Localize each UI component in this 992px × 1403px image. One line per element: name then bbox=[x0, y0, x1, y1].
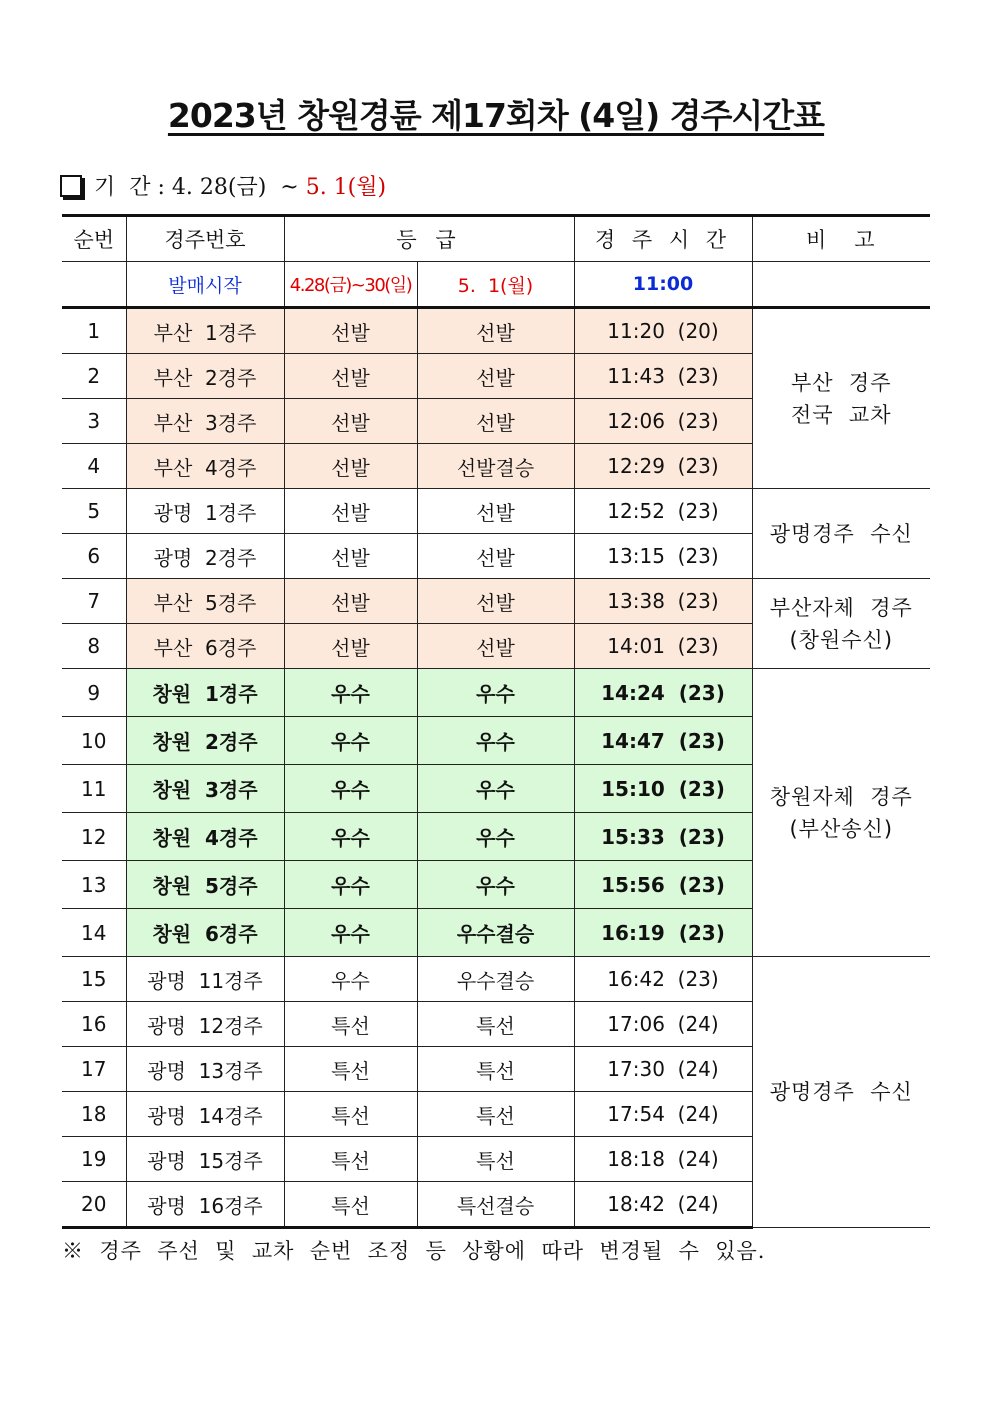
race-time-cell: 12:06 (23) bbox=[574, 399, 752, 444]
row-order: 10 bbox=[62, 717, 126, 765]
note-gwangmyeong-receive-1 bbox=[752, 489, 930, 579]
sale-start-time: 11:00 bbox=[574, 262, 752, 308]
grade-day2-cell: 선발 bbox=[417, 579, 574, 624]
grade-day2-cell: 우수 bbox=[417, 669, 574, 717]
grade-day2-cell: 선발 bbox=[417, 354, 574, 399]
grade-day1-cell: 선발 bbox=[284, 534, 417, 579]
race-schedule-table bbox=[62, 214, 930, 1229]
row-order: 11 bbox=[62, 765, 126, 813]
grade-day1-cell: 선발 bbox=[284, 579, 417, 624]
race-number-cell: 부산 1경주 bbox=[126, 308, 284, 354]
period-line bbox=[60, 170, 386, 201]
row-order: 13 bbox=[62, 861, 126, 909]
grade-day2-cell: 선발 bbox=[417, 399, 574, 444]
grade-day1-cell: 우수 bbox=[284, 909, 417, 957]
row-order: 17 bbox=[62, 1047, 126, 1092]
race-time-cell: 17:06 (24) bbox=[574, 1002, 752, 1047]
row-order: 19 bbox=[62, 1137, 126, 1182]
race-number-cell: 부산 2경주 bbox=[126, 354, 284, 399]
grade-day2-cell: 선발 bbox=[417, 624, 574, 669]
race-time-cell: 13:38 (23) bbox=[574, 579, 752, 624]
race-time-cell: 15:56 (23) bbox=[574, 861, 752, 909]
grade-day1-cell: 우수 bbox=[284, 957, 417, 1002]
race-number-cell: 광명 1경주 bbox=[126, 489, 284, 534]
grade-day2-cell: 선발 bbox=[417, 308, 574, 354]
race-time-cell: 14:01 (23) bbox=[574, 624, 752, 669]
note-line: 광명경주 수신 bbox=[769, 1080, 913, 1104]
row-order: 5 bbox=[62, 489, 126, 534]
row-order: 18 bbox=[62, 1092, 126, 1137]
race-time-cell: 11:43 (23) bbox=[574, 354, 752, 399]
grade-day1-cell: 선발 bbox=[284, 354, 417, 399]
note-line: (부산송신) bbox=[789, 816, 894, 841]
race-time-cell: 17:54 (24) bbox=[574, 1092, 752, 1137]
note-changwon-own bbox=[752, 669, 930, 957]
header-time: 경 주 시 간 bbox=[574, 216, 752, 262]
period-label: 기 간 : 4. 28(금) ~ bbox=[94, 175, 306, 200]
footnote: ※ 경주 주선 및 교차 순번 조정 등 상황에 따라 변경될 수 있음. bbox=[62, 1239, 766, 1263]
table-subheader-row bbox=[62, 262, 930, 308]
grade-day2-cell: 특선 bbox=[417, 1002, 574, 1047]
row-order: 12 bbox=[62, 813, 126, 861]
race-time-cell: 12:52 (23) bbox=[574, 489, 752, 534]
row-order: 20 bbox=[62, 1182, 126, 1228]
row-order: 9 bbox=[62, 669, 126, 717]
race-number-cell: 광명 14경주 bbox=[126, 1092, 284, 1137]
race-time-cell: 18:42 (24) bbox=[574, 1182, 752, 1228]
race-time-cell: 15:10 (23) bbox=[574, 765, 752, 813]
note-gwangmyeong-receive-2 bbox=[752, 957, 930, 1228]
grade-day2-cell: 특선 bbox=[417, 1092, 574, 1137]
note-busan-own bbox=[752, 579, 930, 669]
race-time-cell: 18:18 (24) bbox=[574, 1137, 752, 1182]
period-end: 5. 1(월) bbox=[305, 175, 387, 200]
grade-day1-cell: 선발 bbox=[284, 444, 417, 489]
row-order: 6 bbox=[62, 534, 126, 579]
note-line: 부산 경주 bbox=[791, 370, 892, 395]
race-time-cell: 16:19 (23) bbox=[574, 909, 752, 957]
grade-day1-cell: 선발 bbox=[284, 624, 417, 669]
race-time-cell: 17:30 (24) bbox=[574, 1047, 752, 1092]
grade-day2-cell: 우수 bbox=[417, 861, 574, 909]
race-time-cell: 15:33 (23) bbox=[574, 813, 752, 861]
grade-day1-label: 4.28(금)~30(일) bbox=[284, 262, 417, 308]
grade-day1-cell: 우수 bbox=[284, 717, 417, 765]
row-order: 14 bbox=[62, 909, 126, 957]
header-order: 순번 bbox=[62, 216, 126, 262]
grade-day2-cell: 특선 bbox=[417, 1047, 574, 1092]
grade-day2-cell: 선발 bbox=[417, 534, 574, 579]
grade-day1-cell: 특선 bbox=[284, 1002, 417, 1047]
race-time-cell: 14:24 (23) bbox=[574, 669, 752, 717]
grade-day2-label: 5. 1(월) bbox=[417, 262, 574, 308]
grade-day2-cell: 특선결승 bbox=[417, 1182, 574, 1228]
race-number-cell: 부산 5경주 bbox=[126, 579, 284, 624]
note-line: 창원자체 경주 bbox=[769, 784, 913, 809]
note-line: 전국 교차 bbox=[791, 402, 892, 427]
table-row bbox=[62, 669, 930, 717]
grade-day2-cell: 우수 bbox=[417, 813, 574, 861]
note-line: 부산자체 경주 bbox=[769, 595, 913, 620]
row-order: 15 bbox=[62, 957, 126, 1002]
race-number-cell: 광명 12경주 bbox=[126, 1002, 284, 1047]
table-row bbox=[62, 957, 930, 1002]
grade-day1-cell: 선발 bbox=[284, 308, 417, 354]
grade-day1-cell: 특선 bbox=[284, 1092, 417, 1137]
grade-day2-cell: 선발 bbox=[417, 489, 574, 534]
sale-start-label: 발매시작 bbox=[126, 262, 284, 308]
grade-day1-cell: 우수 bbox=[284, 813, 417, 861]
race-number-cell: 창원 1경주 bbox=[126, 669, 284, 717]
grade-day1-cell: 특선 bbox=[284, 1182, 417, 1228]
race-number-cell: 광명 16경주 bbox=[126, 1182, 284, 1228]
race-number-cell: 광명 13경주 bbox=[126, 1047, 284, 1092]
row-order: 16 bbox=[62, 1002, 126, 1047]
table-row bbox=[62, 579, 930, 624]
page-title: 2023년 창원경륜 제17회차 (4일) 경주시간표 bbox=[167, 96, 825, 135]
race-number-cell: 광명 11경주 bbox=[126, 957, 284, 1002]
grade-day1-cell: 선발 bbox=[284, 489, 417, 534]
subheader-note-empty bbox=[752, 262, 930, 308]
race-time-cell: 16:42 (23) bbox=[574, 957, 752, 1002]
race-time-cell: 13:15 (23) bbox=[574, 534, 752, 579]
grade-day2-cell: 우수결승 bbox=[417, 957, 574, 1002]
row-order: 2 bbox=[62, 354, 126, 399]
table-row bbox=[62, 308, 930, 354]
grade-day1-cell: 특선 bbox=[284, 1137, 417, 1182]
table-row bbox=[62, 489, 930, 534]
header-note: 비 고 bbox=[752, 216, 930, 262]
checkbox-icon bbox=[60, 175, 82, 197]
race-number-cell: 광명 2경주 bbox=[126, 534, 284, 579]
note-line: 광명경주 수신 bbox=[769, 521, 913, 546]
header-race: 경주번호 bbox=[126, 216, 284, 262]
row-order: 4 bbox=[62, 444, 126, 489]
grade-day1-cell: 선발 bbox=[284, 399, 417, 444]
race-time-cell: 14:47 (23) bbox=[574, 717, 752, 765]
race-number-cell: 부산 6경주 bbox=[126, 624, 284, 669]
table-header-row bbox=[62, 216, 930, 262]
race-number-cell: 창원 4경주 bbox=[126, 813, 284, 861]
race-time-cell: 12:29 (23) bbox=[574, 444, 752, 489]
note-line: (창원수신) bbox=[789, 627, 894, 652]
grade-day2-cell: 선발결승 bbox=[417, 444, 574, 489]
grade-day2-cell: 특선 bbox=[417, 1137, 574, 1182]
grade-day1-cell: 우수 bbox=[284, 765, 417, 813]
grade-day2-cell: 우수 bbox=[417, 717, 574, 765]
race-number-cell: 창원 3경주 bbox=[126, 765, 284, 813]
race-number-cell: 창원 5경주 bbox=[126, 861, 284, 909]
header-grade: 등 급 bbox=[284, 216, 574, 262]
race-number-cell: 창원 6경주 bbox=[126, 909, 284, 957]
grade-day1-cell: 우수 bbox=[284, 669, 417, 717]
row-order: 3 bbox=[62, 399, 126, 444]
subheader-empty bbox=[62, 262, 126, 308]
race-number-cell: 부산 3경주 bbox=[126, 399, 284, 444]
race-number-cell: 부산 4경주 bbox=[126, 444, 284, 489]
grade-day1-cell: 특선 bbox=[284, 1047, 417, 1092]
race-number-cell: 창원 2경주 bbox=[126, 717, 284, 765]
note-busan-national bbox=[752, 308, 930, 489]
grade-day1-cell: 우수 bbox=[284, 861, 417, 909]
race-number-cell: 광명 15경주 bbox=[126, 1137, 284, 1182]
grade-day2-cell: 우수 bbox=[417, 765, 574, 813]
grade-day2-cell: 우수결승 bbox=[417, 909, 574, 957]
row-order: 1 bbox=[62, 308, 126, 354]
race-time-cell: 11:20 (20) bbox=[574, 308, 752, 354]
row-order: 8 bbox=[62, 624, 126, 669]
row-order: 7 bbox=[62, 579, 126, 624]
